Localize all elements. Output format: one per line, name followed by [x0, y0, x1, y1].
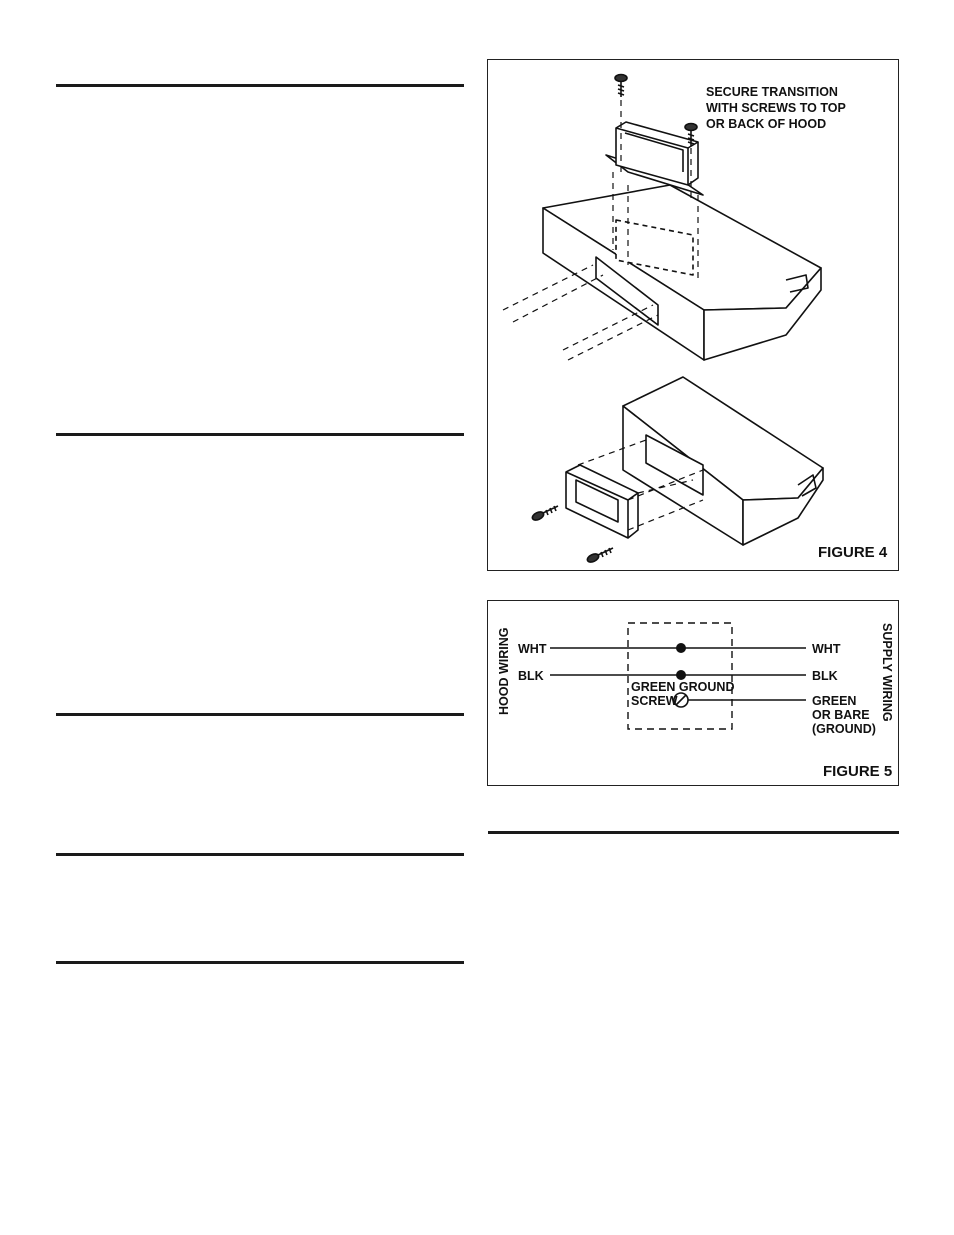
figure-4-note-line-2: WITH SCREWS TO TOP	[706, 101, 846, 115]
figure-5	[487, 600, 899, 786]
section-divider-1	[56, 84, 464, 87]
rear-screw-1	[531, 506, 558, 522]
wht-left-label: WHT	[518, 642, 547, 656]
figure-4	[487, 59, 899, 571]
blk-right-label: BLK	[812, 669, 838, 683]
rear-screw-2	[586, 548, 613, 564]
ground-screw-label-line-1: GREEN GROUND	[631, 680, 735, 694]
section-divider-6	[488, 831, 899, 834]
ground-right-label-line-1: GREEN	[812, 694, 857, 708]
wht-connector	[676, 643, 686, 653]
ground-right-label-line-2: OR BARE	[812, 708, 870, 722]
figure-5-caption: FIGURE 5	[823, 763, 893, 780]
top-screw-2	[685, 124, 697, 147]
figure-4-caption: FIGURE 4	[818, 544, 888, 561]
top-screw-1	[615, 75, 627, 98]
section-divider-3	[56, 713, 464, 716]
hood-wiring-label: HOOD WIRING	[497, 627, 511, 715]
blk-left-label: BLK	[518, 669, 544, 683]
supply-wiring-label: SUPPLY WIRING	[880, 623, 894, 722]
wht-right-label: WHT	[812, 642, 841, 656]
ground-screw-label-line-2: SCREW	[631, 694, 678, 708]
section-divider-4	[56, 853, 464, 856]
figure-4-note-line-1: SECURE TRANSITION	[706, 85, 838, 99]
ground-right-label-line-3: (GROUND)	[812, 722, 876, 736]
section-divider-2	[56, 433, 464, 436]
figure-5-wiring-diagram	[488, 601, 898, 785]
figure-4-note-line-3: OR BACK OF HOOD	[706, 117, 827, 131]
blk-connector	[676, 670, 686, 680]
figure-4-illustration	[488, 60, 898, 570]
section-divider-5	[56, 961, 464, 964]
